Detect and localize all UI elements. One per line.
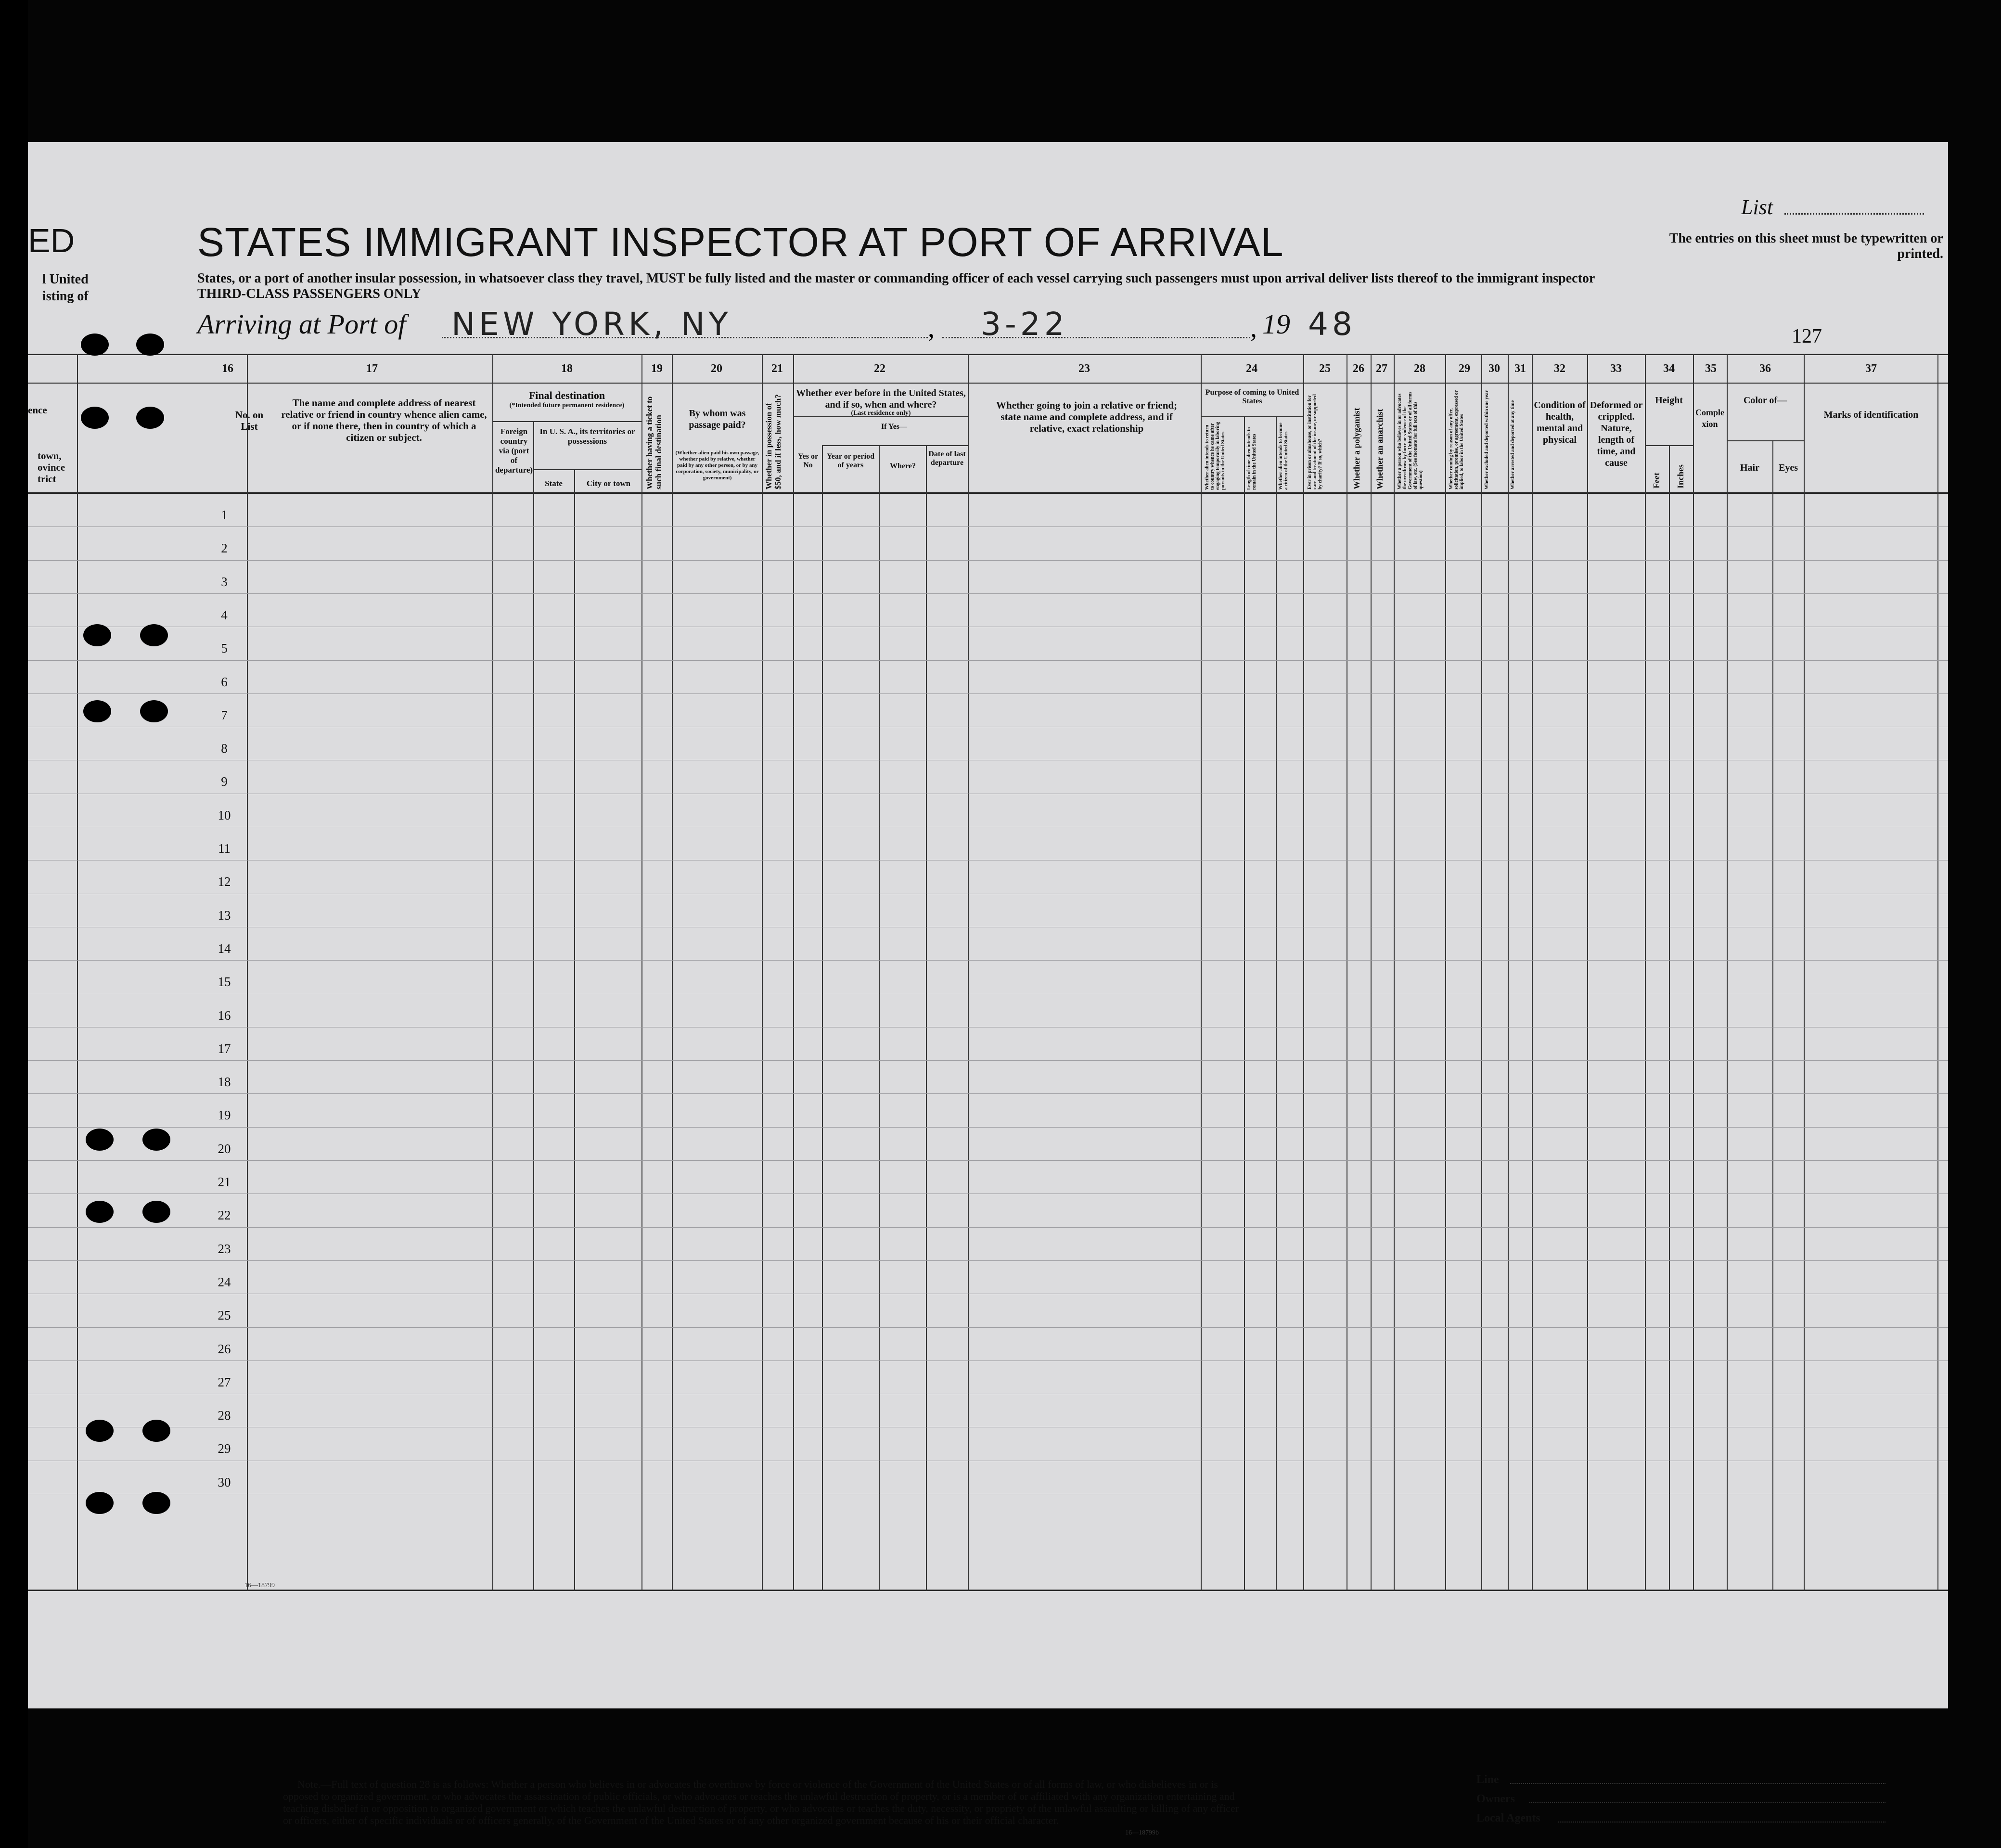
header-passage-paid: By whom was passage paid? bbox=[689, 408, 746, 430]
punch-hole bbox=[136, 407, 164, 429]
vline bbox=[1445, 354, 1446, 1591]
header-inches: Inches bbox=[1676, 464, 1685, 488]
vline bbox=[1669, 445, 1670, 1591]
colnum-21: 21 bbox=[771, 362, 783, 375]
header-purpose-length: Length of time alien intends to remain in the United States bbox=[1246, 427, 1257, 490]
port-handwritten: NEW YORK, NY bbox=[451, 306, 732, 343]
header-prison: Ever in prison or almshouse, or institution for care and treatment of the insane, or supported by charity? If so, which? bbox=[1307, 394, 1323, 489]
year-prefix: 19 bbox=[1262, 308, 1290, 340]
h34-subline bbox=[1645, 445, 1693, 446]
left-partial-header-4: trict bbox=[38, 473, 56, 485]
list-dotted-line bbox=[1784, 213, 1924, 215]
punch-hole bbox=[83, 700, 111, 722]
left-page-fragment: ED bbox=[28, 222, 75, 259]
row-number: 21 bbox=[218, 1175, 231, 1189]
punch-hole bbox=[81, 334, 109, 356]
vline bbox=[1693, 354, 1694, 1591]
h36-subline bbox=[1727, 440, 1804, 441]
header-final-destination: Final destination bbox=[528, 389, 605, 401]
vline bbox=[533, 421, 534, 1591]
row-number: 8 bbox=[221, 741, 228, 756]
vline bbox=[641, 354, 642, 1591]
row-line bbox=[28, 1127, 1948, 1128]
header-labor-offer: Whether coming by reason of any offer, solicitation, promise, or agreement, expressed or implied, to labor in the United States bbox=[1449, 390, 1464, 489]
local-agents-label: Local Agents bbox=[1476, 1812, 1540, 1824]
form-subtitle: States, or a port of another insular possession, in whatsoever class they travel, MUST be fully listed and the master or commanding officer of each vessel carrying such passengers must upon arrival deliver lists thereof to the immigrant inspector bbox=[197, 271, 1595, 286]
colnum-line bbox=[28, 383, 1948, 384]
grid-bottom-line bbox=[28, 1590, 1948, 1591]
punch-hole bbox=[83, 624, 111, 646]
arriving-label: Arriving at Port of bbox=[197, 308, 406, 340]
header-yes-or-no: Yes or No bbox=[797, 452, 819, 469]
header-purpose-return: Whether alien intends to return to country whence he came after engaging temporarily in laboring pursuits in the United States bbox=[1205, 422, 1226, 490]
vline bbox=[1276, 416, 1277, 1591]
row-number: 27 bbox=[218, 1374, 231, 1389]
header-if-yes: If Yes— bbox=[881, 423, 908, 431]
punch-hole bbox=[86, 1201, 114, 1223]
colnum-37: 37 bbox=[1865, 362, 1877, 375]
header-in-usa: In U. S. A., its territories or possessions bbox=[539, 427, 635, 446]
vline bbox=[77, 354, 78, 1591]
row-number: 5 bbox=[221, 641, 228, 656]
row-number: 1 bbox=[221, 508, 228, 522]
comma: , bbox=[928, 313, 935, 343]
header-complexion: Complexion bbox=[1695, 408, 1724, 429]
colnum-24: 24 bbox=[1246, 362, 1257, 375]
row-number: 9 bbox=[221, 774, 228, 789]
row-line bbox=[28, 693, 1948, 694]
row-number: 17 bbox=[218, 1041, 231, 1056]
row-number: 11 bbox=[218, 841, 231, 856]
row-number: 19 bbox=[218, 1108, 231, 1123]
row-number: 28 bbox=[218, 1408, 231, 1423]
header-marks-identification: Marks of identification bbox=[1823, 410, 1919, 420]
colnum-28: 28 bbox=[1414, 362, 1425, 375]
header-height: Height bbox=[1655, 395, 1683, 406]
header-where: Where? bbox=[890, 462, 916, 470]
row-line bbox=[28, 560, 1948, 561]
header-feet: Feet bbox=[1652, 473, 1661, 488]
header-ever-before-us: Whether ever before in the United States, and if so, when and where? bbox=[796, 388, 966, 410]
punch-hole bbox=[140, 700, 168, 722]
row-number: 18 bbox=[218, 1075, 231, 1090]
vline bbox=[926, 445, 927, 1591]
left-partial-header-3: ovince bbox=[38, 462, 65, 473]
header-excluded: Whether excluded and deported within one year bbox=[1484, 390, 1489, 489]
colnum-27: 27 bbox=[1376, 362, 1387, 375]
punch-hole bbox=[142, 1492, 170, 1514]
header-deformed: Deformed or crippled. Nature, length of time, and cause bbox=[1590, 400, 1643, 468]
header-final-destination-note: (*Intended future permanent residence) bbox=[509, 402, 625, 409]
header-no-on-list: No. on List bbox=[235, 409, 264, 432]
colnum-29: 29 bbox=[1459, 362, 1470, 375]
header-state: State bbox=[545, 479, 563, 488]
row-number: 2 bbox=[221, 541, 228, 556]
row-number: 24 bbox=[218, 1274, 231, 1289]
header-color-of: Color of— bbox=[1743, 395, 1787, 406]
vline bbox=[672, 354, 673, 1591]
colnum-36: 36 bbox=[1759, 362, 1771, 375]
punch-hole bbox=[86, 1420, 114, 1442]
row-number: 30 bbox=[218, 1475, 231, 1489]
class-line: THIRD-CLASS PASSENGERS ONLY bbox=[197, 286, 422, 301]
punch-hole bbox=[140, 624, 168, 646]
row-number: 25 bbox=[218, 1308, 231, 1323]
header-year-period: Year or period of years bbox=[827, 452, 874, 469]
vline bbox=[574, 469, 575, 1591]
grid-top-line bbox=[28, 354, 1948, 355]
colnum-32: 32 bbox=[1554, 362, 1565, 375]
header-health: Condition of health, mental and physical bbox=[1534, 400, 1586, 445]
manifest-grid bbox=[28, 354, 1948, 1591]
header-bottom-line bbox=[28, 492, 1948, 494]
row-number: 26 bbox=[218, 1341, 231, 1356]
footnote-code: 16—18799b bbox=[1125, 1829, 1159, 1836]
header-passage-paid-note: (Whether alien paid his own passage, whether paid by relative, whether paid by any other person, or by any corporation, society, municipality, or government) bbox=[675, 450, 759, 481]
vline bbox=[492, 354, 493, 1591]
row-number: 22 bbox=[218, 1208, 231, 1223]
colnum-22: 22 bbox=[874, 362, 885, 375]
colnum-25: 25 bbox=[1319, 362, 1331, 375]
row-number: 6 bbox=[221, 674, 228, 689]
header-eyes: Eyes bbox=[1779, 462, 1798, 473]
vline bbox=[1481, 354, 1482, 1591]
colnum-30: 30 bbox=[1488, 362, 1500, 375]
colnum-35: 35 bbox=[1705, 362, 1717, 375]
vline bbox=[1394, 354, 1395, 1591]
left-partial-header-2: town, bbox=[38, 450, 62, 462]
vline bbox=[1201, 354, 1202, 1591]
colnum-20: 20 bbox=[711, 362, 722, 375]
h18-subline bbox=[492, 421, 641, 422]
form-code: 16—18799 bbox=[244, 1582, 275, 1589]
vline bbox=[1532, 354, 1533, 1591]
vline bbox=[1587, 354, 1588, 1591]
h18-usa-subline bbox=[533, 469, 641, 470]
left-page-sub-1: l United bbox=[42, 272, 89, 287]
left-page-sub-2: isting of bbox=[42, 289, 89, 304]
owners-label: Owners bbox=[1476, 1793, 1515, 1805]
vline bbox=[1772, 440, 1773, 1591]
header-q28: Whether a person who believes in or advocates the overthrow by force or violence of the Government of the United States or of all forms of law, etc. (See footnote for full text of this question) bbox=[1397, 391, 1424, 489]
manifest-sheet bbox=[28, 142, 1948, 1836]
left-partial-header: ence bbox=[28, 404, 47, 416]
owners-dotted bbox=[1529, 1802, 1886, 1803]
vline bbox=[1727, 354, 1728, 1591]
date-handwritten: 3-22 bbox=[981, 306, 1068, 343]
row-number: 16 bbox=[218, 1008, 231, 1023]
list-label: List bbox=[1741, 195, 1773, 219]
row-line bbox=[28, 660, 1948, 661]
row-line bbox=[28, 1060, 1948, 1061]
comma-2: , bbox=[1250, 313, 1257, 343]
punch-hole bbox=[142, 1420, 170, 1442]
h24-subline bbox=[1201, 416, 1303, 417]
colnum-19: 19 bbox=[651, 362, 663, 375]
colnum-31: 31 bbox=[1514, 362, 1526, 375]
punch-hole bbox=[86, 1492, 114, 1514]
row-number: 15 bbox=[218, 975, 231, 989]
header-anarchist: Whether an anarchist bbox=[1375, 409, 1385, 489]
colnum-16: 16 bbox=[222, 362, 233, 375]
row-line bbox=[28, 1360, 1948, 1361]
header-nearest-relative: The name and complete address of nearest relative or friend in country whence alien came, or if none there, then in country of which a citizen or subject. bbox=[281, 397, 487, 443]
vline bbox=[1804, 354, 1805, 1591]
row-number: 3 bbox=[221, 574, 228, 589]
colnum-23: 23 bbox=[1078, 362, 1090, 375]
h22-ifyes-line bbox=[822, 445, 968, 446]
scan-border bbox=[0, 0, 28, 1848]
footnote: Note.—Full text of question 28 is as follows: Whether a person who believes in or advocates the overthrow by force or violence of the Government of the United States or of all forms of law, or who disbelieves in or is opposed to organized government, or who advocates the assassination of public officials, or who advocates or teaches the unlawful destruction of property, or is a member of or affiliated with any organization entertaining and teaching disbelief in or opposition to organized government or which teaches the unlawful destruction of property, or who advocates or teaches the duty, necessity, or propriety of the unlawful assaulting or killing of any officer or officers, either of specific individuals or of officers generally, of the Government of the United States or of any other organized government because of his or their official character. bbox=[283, 1778, 1239, 1826]
vline bbox=[1645, 354, 1646, 1591]
row-number: 14 bbox=[218, 941, 231, 956]
row-line bbox=[28, 526, 1948, 527]
form-title: STATES IMMIGRANT INSPECTOR AT PORT OF ARRIVAL bbox=[197, 219, 1284, 265]
vline bbox=[822, 445, 823, 1591]
vline bbox=[1303, 354, 1304, 1591]
header-city-or-town: City or town bbox=[586, 479, 631, 488]
header-ticket: Whether having a ticket to such final destination bbox=[645, 396, 663, 489]
row-number: 20 bbox=[218, 1141, 231, 1156]
vline bbox=[247, 354, 248, 1591]
vline bbox=[1508, 354, 1509, 1591]
punch-hole bbox=[86, 1129, 114, 1151]
row-line bbox=[28, 960, 1948, 961]
row-number: 10 bbox=[218, 808, 231, 822]
vline bbox=[762, 354, 763, 1591]
vline bbox=[1937, 354, 1938, 1591]
sheet-number: 127 bbox=[1792, 325, 1822, 347]
header-polygamist: Whether a polygamist bbox=[1352, 408, 1361, 489]
punch-hole bbox=[81, 407, 109, 429]
header-foreign-country: Foreign country via (port of departure) bbox=[495, 427, 533, 475]
colnum-33: 33 bbox=[1610, 362, 1622, 375]
typewritten-note: The entries on this sheet must be typewritten or printed. bbox=[1669, 231, 1943, 261]
row-line bbox=[28, 1160, 1948, 1161]
header-purpose-citizen: Whether alien intends to become a citizen of the United States bbox=[1278, 423, 1289, 490]
row-line bbox=[28, 1093, 1948, 1094]
punch-hole bbox=[142, 1129, 170, 1151]
header-arrested: Whether arrested and deported at any time bbox=[1510, 400, 1515, 489]
line-dotted bbox=[1510, 1783, 1886, 1784]
header-ever-before-note: (Last residence only) bbox=[851, 410, 911, 417]
year-handwritten: 48 bbox=[1308, 306, 1356, 343]
row-number: 4 bbox=[221, 607, 228, 622]
row-line bbox=[28, 1327, 1948, 1328]
line-label: Line bbox=[1476, 1773, 1499, 1786]
header-fifty-dollars: Whether in possession of $50, and if less, how much? bbox=[764, 394, 782, 489]
row-number: 12 bbox=[218, 874, 231, 889]
header-join-relative: Whether going to join a relative or friend; state name and complete address, and if relative, exact relationship bbox=[996, 399, 1178, 434]
vline bbox=[968, 354, 969, 1591]
punch-hole bbox=[142, 1201, 170, 1223]
header-hair: Hair bbox=[1740, 462, 1759, 473]
row-number: 29 bbox=[218, 1441, 231, 1456]
vline bbox=[879, 445, 880, 1591]
row-number: 13 bbox=[218, 908, 231, 923]
row-number: 7 bbox=[221, 707, 228, 722]
vline bbox=[1371, 354, 1372, 1591]
row-line bbox=[28, 1227, 1948, 1228]
colnum-17: 17 bbox=[366, 362, 378, 375]
punch-hole bbox=[136, 334, 164, 356]
header-date-last-departure: Date of last departure bbox=[928, 450, 966, 467]
colnum-34: 34 bbox=[1663, 362, 1675, 375]
vline bbox=[793, 354, 794, 1591]
header-purpose: Purpose of coming to United States bbox=[1205, 388, 1299, 405]
vline bbox=[1244, 416, 1245, 1591]
row-line bbox=[28, 1260, 1948, 1261]
colnum-18: 18 bbox=[561, 362, 573, 375]
colnum-26: 26 bbox=[1353, 362, 1364, 375]
row-number: 23 bbox=[218, 1241, 231, 1256]
row-line bbox=[28, 593, 1948, 594]
